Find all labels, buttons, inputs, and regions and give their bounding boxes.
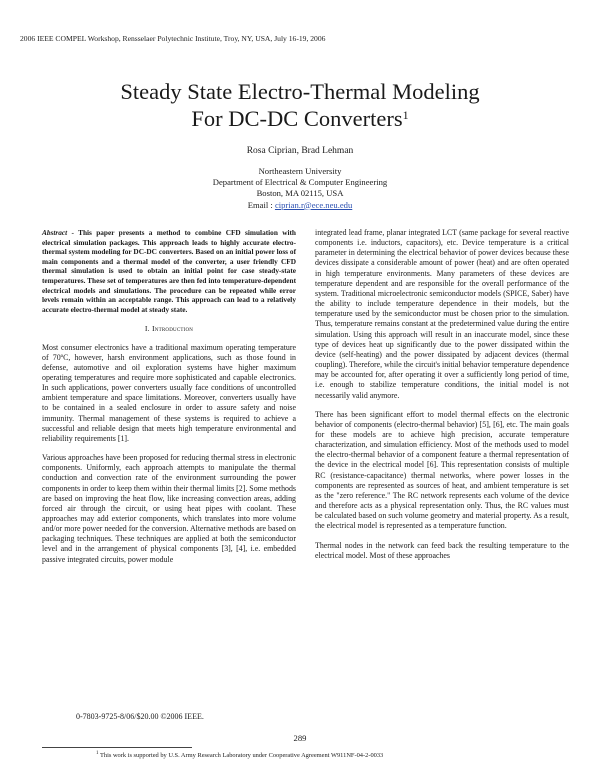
section-heading-introduction: I. Introduction [144,324,194,334]
isbn-copyright: 0-7803-9725-8/06/$20.00 ©2006 IEEE. [76,712,204,721]
title-line-2-text: For DC-DC Converters [191,106,403,131]
left-column [42,228,296,574]
abstract-label: Abstract [42,228,68,237]
paper-title [0,78,600,132]
email-line [0,200,600,211]
left-paragraph: Various approaches have been proposed for reducing thermal stress in electronic components. Uniformly, each approach attempts to manipulate the thermal conduction and convection rate of the environment surrounding the power components in order to keep them within their thermal limits [2]. Some methods are based on improving the heat flow, like increasing convection areas, adding forced air through the circuit, or using heat pipes with coolant. These approaches may add exterior components, which translates into more volume and/or more power needed for the conversion. Alternative methods are based on packaging techniques. These techniques are applied at both the semiconductor level and in the arrangement of physical components [3], [4], i.e. embedded passive integrated circuits, power module [42,453,296,564]
abstract-text: - This paper presents a method to combine CFD simulation with electrical simulation packages. This approach leads to highly accurate electro-thermal system modeling for DC-DC converters. Based on an initial power loss of main components and a thermal model of the converter, a user friendly CFD thermal simulation is used to obtain an initial point for case steady-state temperatures. These set of temperatures are then fed into temperature-dependent electrical models and simulations. The procedure can be repeated while error levels remain within an acceptable range. This approach can lead to a relatively accurate electro-thermal model at steady state. [42,228,296,314]
right-paragraph: Thermal nodes in the network can feed back the resulting temperature to the electrical model. Most of these approaches [315,540,569,560]
footnote-mark: 1 [96,751,99,756]
right-paragraph: integrated lead frame, planar integrated LCT (same package for several reactive components i.e. inductors, capacitors), etc. Device temperature is a critical parameter in determining the electrical behavior of power devices because these devices dissipate a considerable amount of power (heat) and are often operated in high temperature environments. Many parameters of these devices are temperature dependent and are responsible for the overall performance of the system. Traditional microelectronic semiconductor models (SPICE, Saber) have the ability to include temperature dependence in their models, but the temperature used by the semiconductor must be chosen prior to the simulation. Thus, temperature remains constant at the predetermined value during the entire simulation. Using this approach will result in an inaccurate model, since these type of devices heat up significantly due to the power dissipated within the device (self-heating) and the power dissipated by adjacent devices (thermal coupling). Therefore, while the circuit's initial behavior temperature dependence may be accounted for, after operating it over a sufficiently long period of time, i.e. enough to stabilize temperature conditions, the initial model is not necessarily valid anymore. [315,228,569,400]
abstract [42,228,296,314]
right-paragraph: There has been significant effort to model thermal effects on the electronic behavior of components (electro-thermal behavior) [5], [6], etc. The main goals for these models are to achieve high precision, accurate temperature characterization, and simulation efficiency. Most of the methods used to model the electro-thermal behavior of a component feature a thermal representation of the device in the electrical model [6]. This representation consists of multiple RC (resistance-capacitance) thermal networks, where power losses in the components are represented as sources of heat, and ambient temperature is set as the "zero reference." The RC network represents each volume of the device and therefore acts as a physical representation only. Thus, the RC values must be calculated based on such volume geometry and material property. As a result, the electrical model is represented as a temperature function. [315,409,569,531]
title-line-2 [0,105,600,132]
university: Northeastern University [258,166,342,176]
right-column [315,228,569,570]
title-footnote-mark: 1 [402,108,409,122]
email-link[interactable]: ciprian.r@ece.neu.edu [274,199,353,210]
footnote-text: This work is supported by U.S. Army Research Laboratory under Cooperative Agreement W911NF-04-2-0033 [98,752,384,760]
left-paragraph: Most consumer electronics have a traditional maximum operating temperature of 70ºC, however, harsh environment applications, such as those found in defense, automotive and oil exploration systems have higher maximum operating temperatures and require more sophisticated and capable electronics. In such applications, power converters usually face conditions of uncontrolled ambient temperature and space limitations. Moreover, converters usually have to be contained in a sealed enclosure in order to assure safety and noise immunity. Thermal management of these systems is required to achieve a successful and reliable design that meets high temperature environmental and reliability requirements [1]. [42,342,296,443]
running-header: 2006 IEEE COMPEL Workshop, Rensselaer Polytechnic Institute, Troy, NY, USA, July 16-19, 2006 [20,34,326,43]
city: Boston, MA 02115, USA [256,188,344,199]
footnote-divider [42,747,192,748]
page-number: 289 [293,733,307,743]
affiliation [0,166,600,211]
department: Department of Electrical & Computer Engineering [212,177,388,188]
title-line-1: Steady State Electro-Thermal Modeling [120,79,480,104]
authors: Rosa Ciprian, Brad Lehman [246,146,354,156]
email-label: Email : [247,199,275,210]
footnote [96,751,383,759]
